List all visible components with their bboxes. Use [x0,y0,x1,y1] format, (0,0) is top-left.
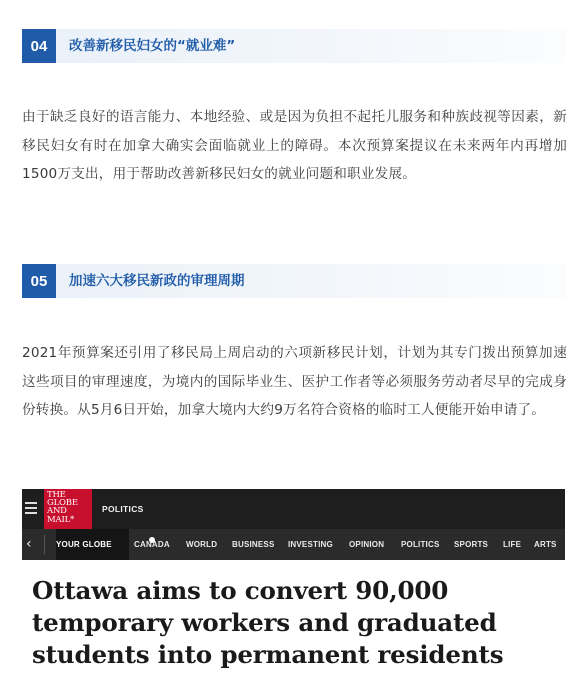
news-screenshot [22,489,565,690]
section-number: 05 [22,264,56,298]
nav-item-politics[interactable]: POLITICS [401,540,440,549]
globe-and-mail-logo[interactable] [44,489,92,529]
chevron-left-icon[interactable]: ‹ [26,536,32,552]
hamburger-menu-icon[interactable] [25,502,37,516]
section-paragraph-05: 2021年预算案还引用了移民局上周启动的六项新移民计划，计划为其专门拨出预算加速这些项目的审理速度，为境内的国际毕业生、医护工作者等必须服务劳动者尽早的完成身份转换。从5月6日开始，加拿大境内大约9万名符合资格的临时工人便能开始申请了。 [22,345,567,419]
section-title: 改善新移民妇女的“就业难” [69,38,236,54]
site-header [22,489,565,529]
logo-line: THE [47,490,66,500]
site-nav [22,529,565,560]
nav-item-sports[interactable]: SPORTS [454,540,489,549]
section-label[interactable]: POLITICS [102,504,144,514]
nav-item-opinion[interactable]: OPINION [349,540,385,549]
nav-item-canada[interactable]: CANADA [134,540,170,549]
article-headline[interactable]: Ottawa aims to convert 90,000 temporary workers and graduated students into permanent residents [32,576,504,669]
nav-item-arts[interactable]: ARTS [534,540,557,549]
logo-line: MAIL* [47,514,75,525]
logo-line: AND [47,506,67,517]
section-header-05 [22,264,565,298]
logo-line: GLOBE [47,498,78,509]
nav-item-business[interactable]: BUSINESS [232,540,275,549]
your-globe-label: YOUR GLOBE [56,540,112,549]
section-title: 加速六大移民新政的审理周期 [69,273,245,289]
nav-item-life[interactable]: LIFE [503,540,522,549]
section-header-04 [22,29,565,63]
nav-item-world[interactable]: WORLD [186,540,218,549]
section-number: 04 [22,29,56,63]
nav-divider [44,535,45,554]
section-paragraph-04: 由于缺乏良好的语言能力、本地经验、或是因为负担不起托儿服务和种族歧视等因素，新移民妇女有时在加拿大确实会面临就业上的障碍。本次预算案提议在未来两年内再增加1500万支出，用于帮助改善新移民妇女的就业问题和职业发展。 [22,109,567,183]
nav-item-investing[interactable]: INVESTING [288,540,333,549]
your-globe-tab[interactable] [56,529,129,560]
